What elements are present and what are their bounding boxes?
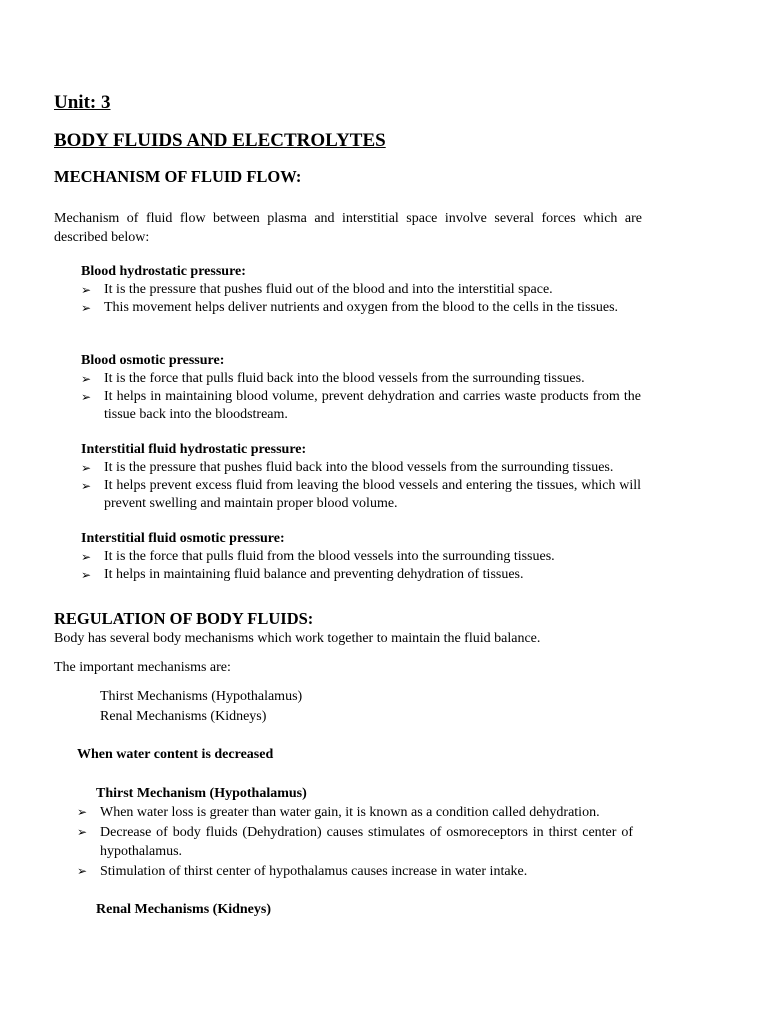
pressure-heading: Blood hydrostatic pressure: <box>81 264 246 279</box>
list-item: ➢ It helps prevent excess fluid from leaving the blood vessels and entering the tissues, which will prevent swelling and maintain proper blood volume. <box>81 478 641 511</box>
list-item: ➢ It is the pressure that pushes fluid out of the blood and into the interstitial space. <box>81 282 553 297</box>
pressure-list <box>81 548 641 584</box>
important-mechanisms-label: The important mechanisms are: <box>54 660 231 675</box>
list-item: ➢ Decrease of body fluids (Dehydration) causes stimulates of osmoreceptors in thirst center of hypothalamus. <box>77 824 633 859</box>
thirst-heading: Thirst Mechanism (Hypothalamus) <box>96 786 307 801</box>
pressure-heading: Interstitial fluid osmotic pressure: <box>81 531 285 546</box>
list-item: ➢ It is the force that pulls fluid back into the blood vessels from the surrounding tissues. <box>81 371 585 386</box>
regulation-intro: Body has several body mechanisms which work together to maintain the fluid balance. <box>54 631 541 646</box>
arrow-bullet-icon: ➢ <box>81 550 92 564</box>
regulation-heading: REGULATION OF BODY FLUIDS: <box>54 609 314 628</box>
arrow-bullet-icon: ➢ <box>81 301 92 315</box>
list-item: ➢ When water loss is greater than water gain, it is known as a condition called dehydration. <box>77 803 633 823</box>
list-item: ➢ Stimulation of thirst center of hypothalamus causes increase in water intake. <box>77 862 633 882</box>
pressure-list <box>81 281 641 317</box>
arrow-bullet-icon: ➢ <box>81 372 92 386</box>
list-item: ➢ It is the force that pulls fluid from the blood vessels into the surrounding tissues. <box>81 549 555 564</box>
list-item: ➢ It is the pressure that pushes fluid back into the blood vessels from the surrounding tissues. <box>81 460 614 475</box>
list-item: ➢ It helps in maintaining fluid balance and preventing dehydration of tissues. <box>81 567 524 582</box>
pressure-heading: Blood osmotic pressure: <box>81 353 225 368</box>
pressure-list <box>81 370 641 424</box>
decreased-heading: When water content is decreased <box>77 747 274 762</box>
arrow-bullet-icon: ➢ <box>77 863 88 878</box>
list-item: Renal Mechanisms (Kidneys) <box>100 709 267 724</box>
arrow-bullet-icon: ➢ <box>81 479 92 493</box>
arrow-bullet-icon: ➢ <box>81 390 92 404</box>
pressure-heading: Interstitial fluid hydrostatic pressure: <box>81 442 307 457</box>
arrow-bullet-icon: ➢ <box>81 461 92 475</box>
intro-paragraph: Mechanism of fluid flow between plasma and interstitial space involve several forces which are described below: <box>54 211 642 245</box>
arrow-bullet-icon: ➢ <box>81 283 92 297</box>
unit-heading: Unit: 3 <box>54 92 111 113</box>
arrow-bullet-icon: ➢ <box>77 805 88 819</box>
list-item: Thirst Mechanisms (Hypothalamus) <box>100 689 303 704</box>
pressure-list <box>81 459 641 513</box>
list-item: ➢ It helps in maintaining blood volume, prevent dehydration and carries waste products from the tissue back into the bloodstream. <box>81 389 641 422</box>
mechanism-heading: MECHANISM OF FLUID FLOW: <box>54 167 302 186</box>
arrow-bullet-icon: ➢ <box>81 568 92 582</box>
arrow-bullet-icon: ➢ <box>77 824 88 839</box>
renal-heading: Renal Mechanisms (Kidneys) <box>96 902 271 917</box>
mechanism-list <box>100 687 302 727</box>
document-title: BODY FLUIDS AND ELECTROLYTES <box>54 130 386 151</box>
list-item: ➢ This movement helps deliver nutrients and oxygen from the blood to the cells in the tissues. <box>81 300 619 315</box>
thirst-list <box>77 803 633 881</box>
